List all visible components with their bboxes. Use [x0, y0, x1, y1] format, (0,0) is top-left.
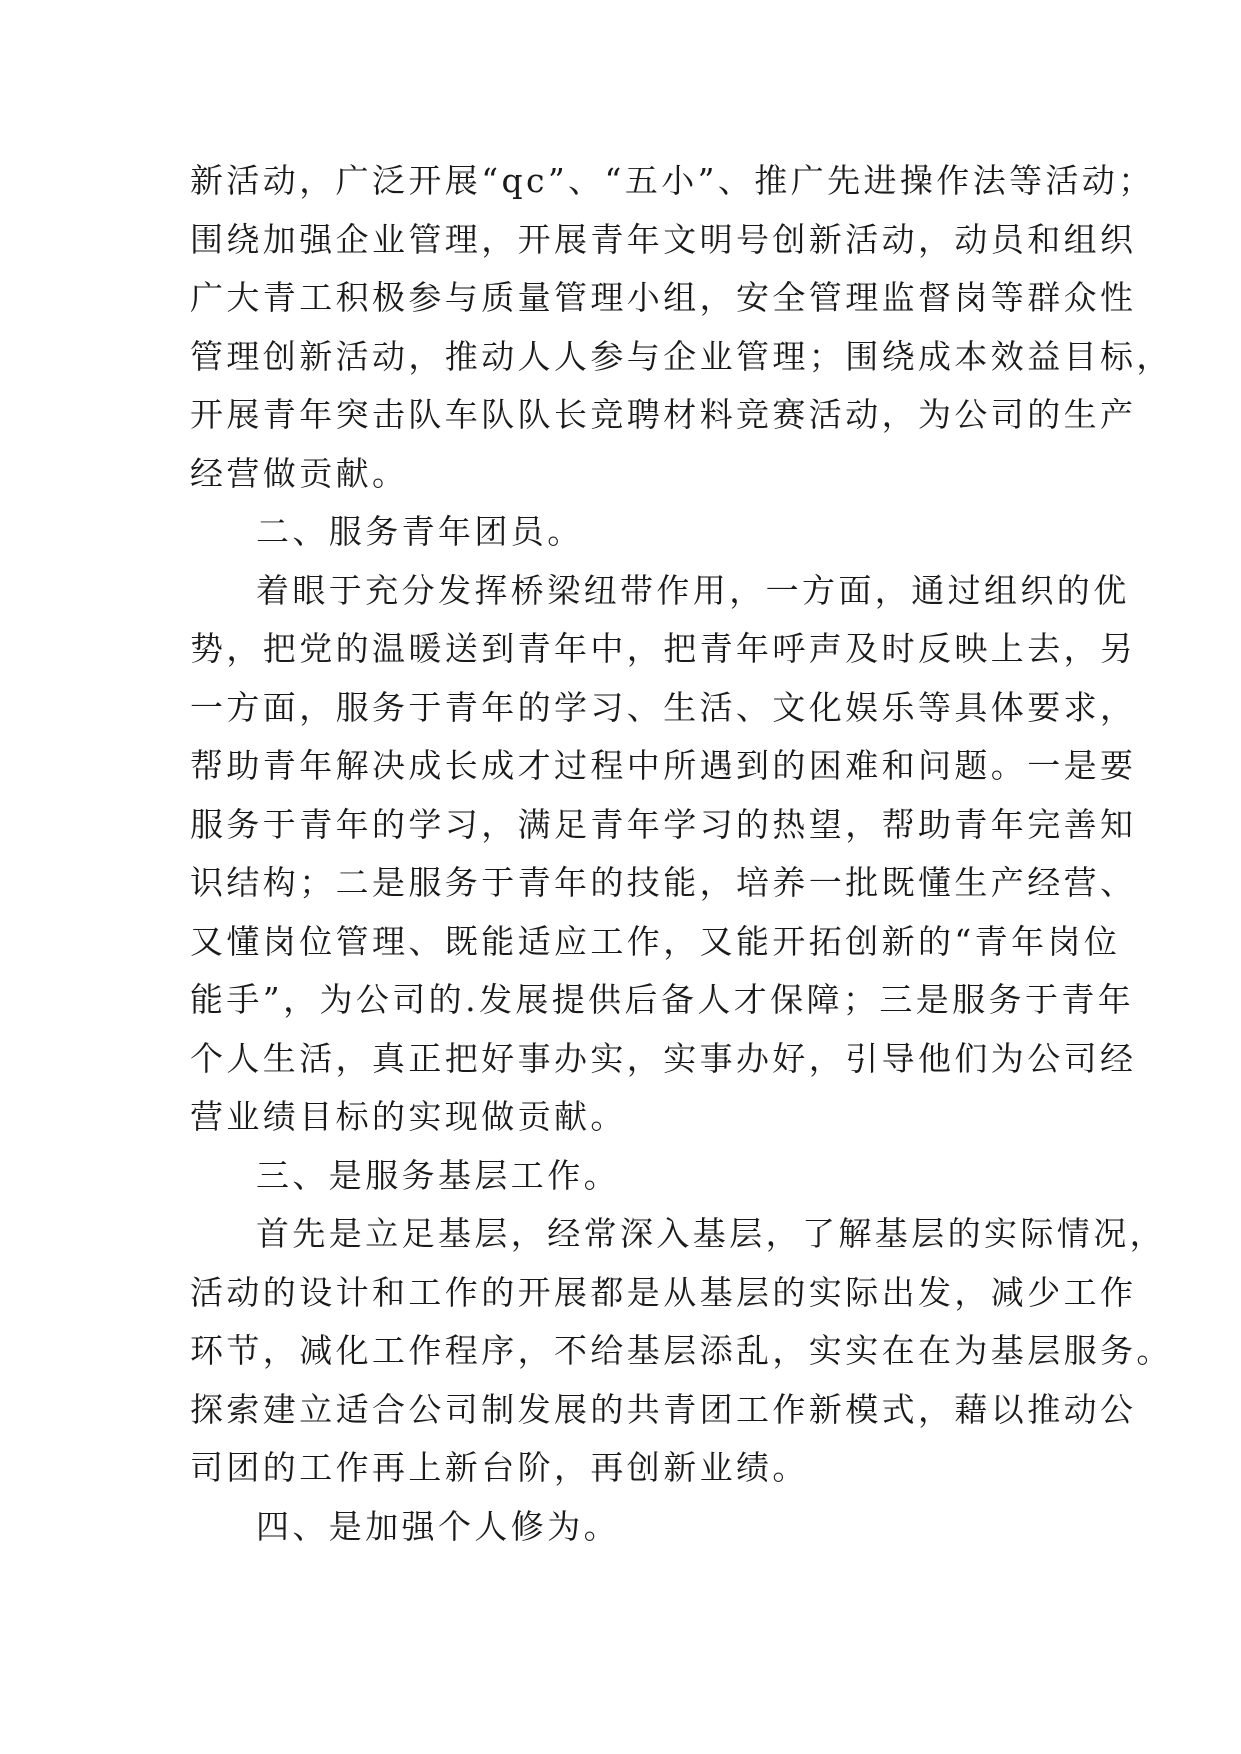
text-line: 探索建立适合公司制发展的共青团工作新模式，藉以推动公: [190, 1389, 1137, 1429]
text-line: 环节，减化工作程序，不给基层添乱，实实在在为基层服务。: [190, 1331, 1173, 1370]
text-line: 帮助青年解决成长成才过程中所遇到的困难和问题。一是要: [190, 746, 1137, 785]
text-line: 司团的工作再上新台阶，再创新业绩。: [190, 1448, 809, 1487]
text-line: 围绕加强企业管理，开展青年文明号创新活动，动员和组织: [190, 219, 1137, 259]
document-body: [190, 152, 1173, 1556]
text-line: 管理创新活动，推动人人参与企业管理；围绕成本效益目标，: [190, 336, 1173, 376]
text-line: 经营做贡献。: [190, 453, 409, 493]
section-heading: 三、是服务基层工作。: [256, 1155, 620, 1195]
text-line: 服务于青年的学习，满足青年学习的热望，帮助青年完善知: [190, 804, 1137, 844]
text-line: 又懂岗位管理、既能适应工作，又能开拓创新的“青年岗位: [190, 921, 1121, 961]
text-line: 势，把党的温暖送到青年中，把青年呼声及时反映上去，另: [190, 629, 1137, 668]
section-heading: 四、是加强个人修为。: [256, 1506, 620, 1546]
section-heading: 二、服务青年团员。: [256, 512, 584, 551]
text-line: 识结构；二是服务于青年的技能，培养一批既懂生产经营、: [190, 863, 1137, 902]
text-line: 广大青工积极参与质量管理小组，安全管理监督岗等群众性: [190, 278, 1137, 317]
text-line: 一方面，服务于青年的学习、生活、文化娱乐等具体要求，: [190, 687, 1137, 727]
text-line: 新活动，广泛开展“qc”、“五小”、推广先进操作法等活动；: [190, 161, 1155, 200]
paragraph-first-line: 着眼于充分发挥桥梁纽带作用，一方面，通过组织的优: [256, 570, 1130, 610]
text-line: 个人生活，真正把好事办实，实事办好，引导他们为公司经: [190, 1038, 1137, 1078]
text-line: 活动的设计和工作的开展都是从基层的实际出发，减少工作: [190, 1272, 1137, 1312]
paragraph-first-line: 首先是立足基层，经常深入基层，了解基层的实际情况，: [256, 1214, 1166, 1253]
text-line: 营业绩目标的实现做贡献。: [190, 1097, 627, 1136]
text-line: 开展青年突击队车队队长竞聘材料竞赛活动，为公司的生产: [190, 395, 1137, 434]
text-line: 能手”，为公司的.发展提供后备人才保障；三是服务于青年: [190, 980, 1135, 1019]
